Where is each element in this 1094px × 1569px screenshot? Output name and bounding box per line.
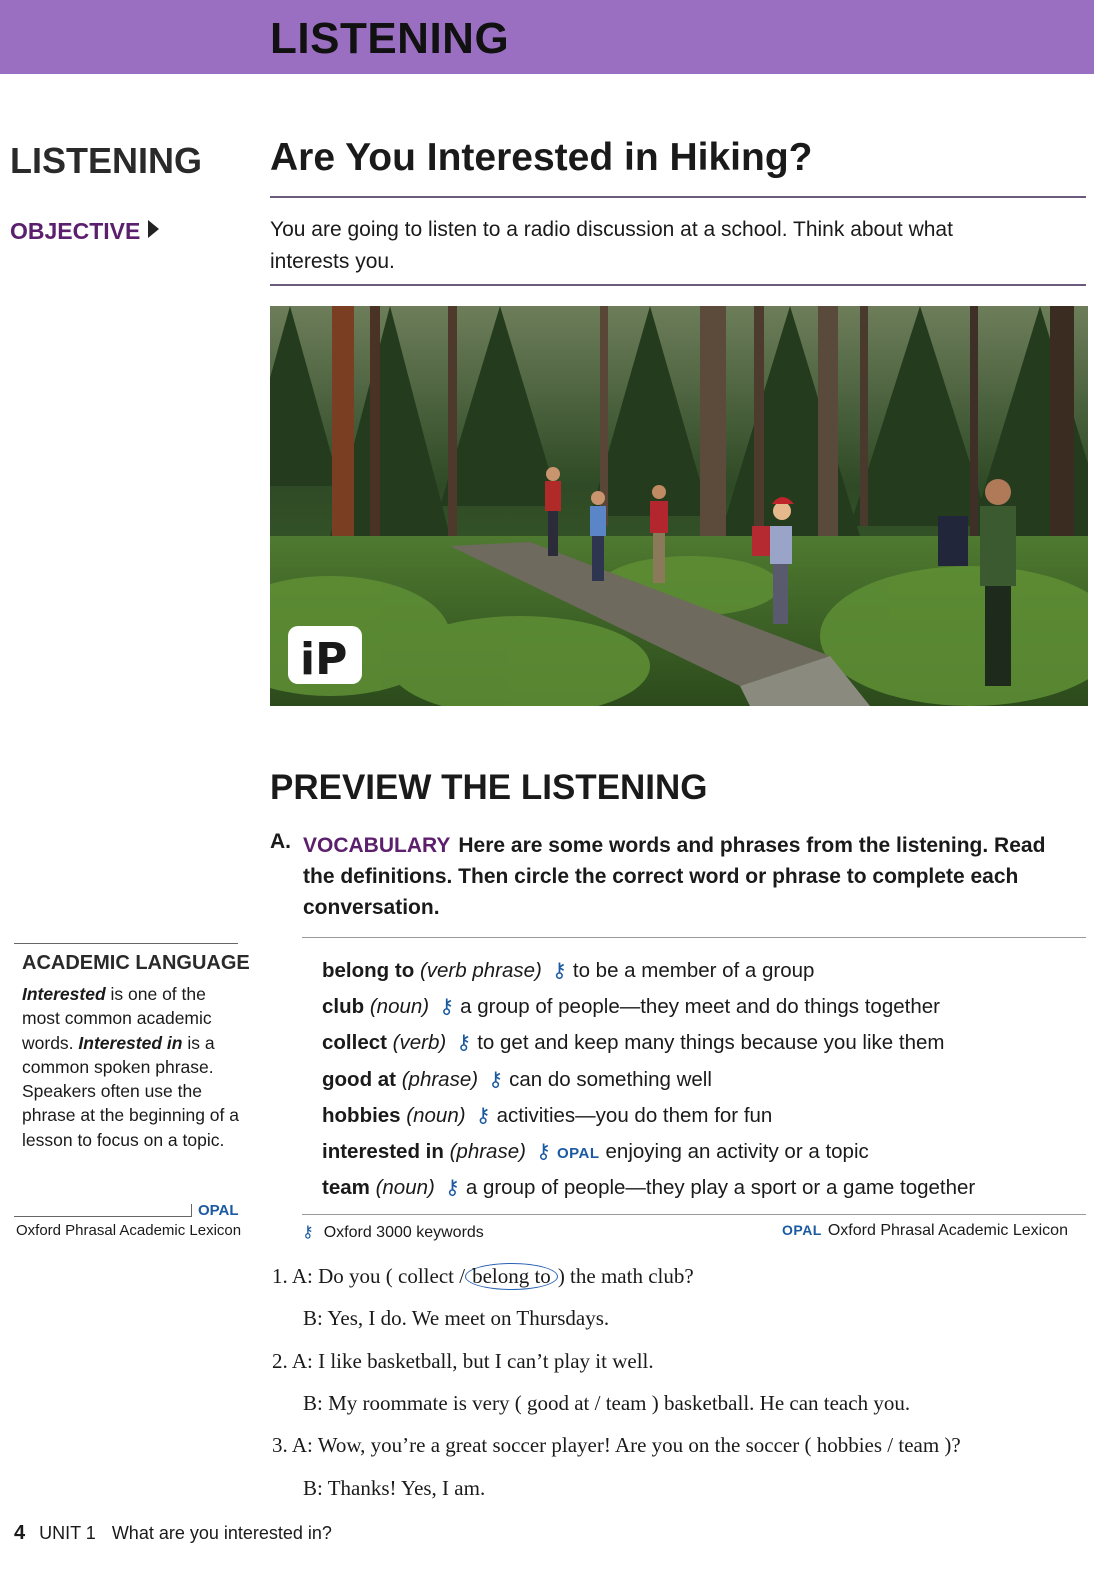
vocab-word: team [322,1176,370,1200]
exercise-2-a [272,1349,654,1374]
exercise-text[interactable]: My roommate is very ( good at / team ) basketball. He can teach you. [328,1391,911,1415]
sidebar-bottom-divider [14,1216,192,1217]
objective-label [10,218,159,245]
exercise-text: Thanks! Yes, I am. [327,1476,486,1500]
exercise-text: I like basketball, but I can’t play it well. [318,1349,654,1373]
instruction-keyword: VOCABULARY [303,834,451,857]
vocabulary-list [322,956,1082,1209]
vocab-pos: (verb) [392,1031,447,1055]
legend-keywords-text: Oxford 3000 keywords [323,1224,484,1241]
legend-opal-label: OPAL [782,1222,822,1238]
page-title: Are You Interested in Hiking? [270,136,813,179]
key-icon: ⚷ [302,1224,314,1241]
academic-text-1: is one of the most common academic words. [22,984,212,1053]
footer-unit: UNIT 1 [39,1523,96,1543]
key-icon: ⚷ [488,1067,504,1091]
exercise-text[interactable]: Wow, you’re a great soccer player! Are you on the soccer ( hobbies / team )? [317,1433,961,1457]
vocab-definition: a group of people—they play a sport or a game together [465,1176,976,1200]
header-band [0,0,1094,74]
vocab-item [322,956,1082,992]
vocab-pos: (noun) [375,1176,435,1200]
opal-tag: OPAL [556,1144,600,1162]
academic-language-body [22,982,244,1152]
play-triangle-icon [148,220,159,238]
key-icon: ⚷ [439,995,455,1019]
key-icon: ⚷ [444,1176,460,1200]
academic-text-2: is a common spoken phrase. Speakers often use the phrase at the beginning of a lesson to focus on a topic. [22,1032,239,1150]
legend-opal-full: Oxford Phrasal Academic Lexicon [827,1222,1068,1239]
exercise-1-b [303,1306,609,1331]
academic-bold-1: Interested [22,984,106,1004]
speaker-label: A: [291,1349,313,1373]
vocab-word: good at [322,1067,397,1091]
vocab-item [322,1028,1082,1064]
vocab-item [322,1065,1082,1101]
circled-answer[interactable]: belong to [465,1263,558,1290]
speaker-label: B: [303,1391,323,1415]
legend-opal [782,1222,1068,1240]
key-icon: ⚷ [551,959,567,982]
exercise-text: Yes, I do. We meet on Thursdays. [327,1306,610,1330]
vocab-pos: (noun) [406,1103,466,1127]
vocab-definition: a group of people—they meet and do things together [460,995,940,1019]
vocab-top-divider [302,937,1086,938]
vocab-definition: to be a member of a group [572,959,815,982]
speaker-label: A: [291,1433,313,1457]
vocab-bottom-divider [302,1214,1086,1215]
exercise-number: 2. [272,1349,288,1373]
page-number: 4 [14,1522,26,1544]
speaker-label: B: [303,1476,323,1500]
legend-keywords [302,1222,484,1242]
sidebar-opal-full: Oxford Phrasal Academic Lexicon [16,1222,242,1239]
ip-logo-text: iP [300,634,348,685]
vocab-word: collect [322,1031,387,1055]
academic-language-heading: ACADEMIC LANGUAGE [22,952,250,974]
header-band-title: LISTENING [270,14,510,63]
academic-bold-2: Interested in [78,1032,183,1053]
vocab-pos: (verb phrase) [419,959,542,982]
objective-label-text: OBJECTIVE [10,218,141,244]
vocab-word: hobbies [322,1103,401,1127]
sidebar-opal-label: OPAL [198,1202,239,1219]
title-divider [270,196,1086,198]
vocab-definition: enjoying an activity or a topic [605,1139,869,1163]
objective-text: You are going to listen to a radio discussion at a school. Think about what interests you. [270,218,953,273]
vocab-item [322,1137,1082,1173]
hiking-photo [270,306,1088,706]
vocab-word: belong to [322,959,415,982]
page-footer [14,1522,332,1545]
sidebar-top-divider [14,943,238,944]
vocab-word: interested in [322,1139,444,1163]
vocab-item [322,992,1082,1028]
preview-heading: PREVIEW THE LISTENING [270,768,708,807]
vocab-pos: (phrase) [401,1067,479,1091]
key-icon: ⚷ [456,1031,472,1055]
speaker-label: A: [291,1264,313,1288]
section-label: LISTENING [10,140,203,181]
key-icon: ⚷ [535,1139,551,1163]
instruction-letter: A. [270,830,291,853]
exercise-1-a [272,1264,694,1289]
exercise-number: 3. [272,1433,288,1457]
vocab-item [322,1101,1082,1137]
ip-logo [288,626,362,685]
vocab-definition: to get and keep many things because you like them [477,1031,945,1055]
objective-divider [270,284,1086,286]
instruction-body: Here are some words and phrases from the listening. Read the definitions. Then circle the correct word or phrase to complete each conversation. [303,834,1046,919]
instruction-text [303,830,1073,923]
vocab-pos: (noun) [369,995,430,1019]
speaker-label: B: [303,1306,323,1330]
vocab-word: club [322,995,365,1019]
exercise-text: Do you ( collect / [318,1264,466,1288]
vocab-item [322,1173,1082,1209]
forest-hikers-image [270,306,1088,706]
exercise-3-a [272,1433,961,1458]
sidebar-divider-tick [191,1204,192,1216]
key-icon: ⚷ [475,1103,491,1127]
exercise-2-b [303,1391,910,1416]
vocab-definition: activities—you do them for fun [496,1103,773,1127]
vocab-pos: (phrase) [449,1139,526,1163]
exercise-text: ) the math club? [557,1264,694,1288]
exercise-number: 1. [272,1264,288,1288]
exercise-3-b [303,1476,485,1501]
footer-title: What are you interested in? [111,1523,332,1543]
vocab-definition: can do something well [509,1067,712,1091]
